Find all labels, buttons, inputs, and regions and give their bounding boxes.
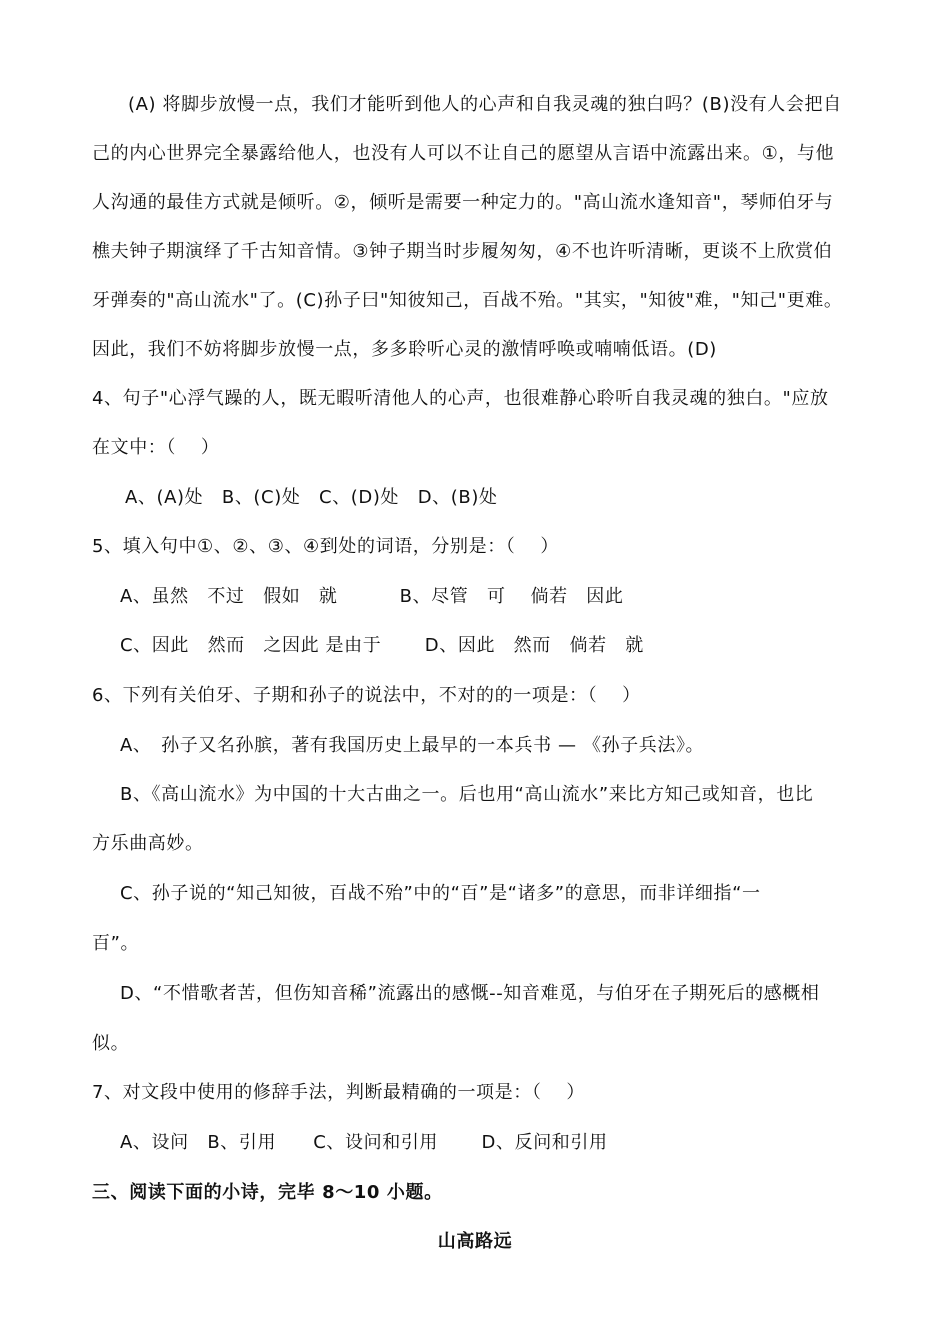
passage-line-3: 人沟通的最佳方式就是倾听。②，倾听是需要一种定力的。"高山流水逢知音"，琴师伯牙与: [92, 192, 834, 213]
question-6-option-b-continued: 方乐曲高妙。: [92, 833, 204, 854]
question-5-options-row-1: A、虽然 不过 假如 就 B、尽管 可 倘若 因此: [120, 586, 624, 607]
question-6-option-d-continued: 似。: [92, 1033, 130, 1054]
question-5-options-row-2: C、因此 然而 之因此 是由于 D、因此 然而 倘若 就: [120, 635, 644, 656]
question-4-stem-continued: 在文中：（ ）: [92, 437, 220, 458]
question-6-option-a: A、 孙子又名孙膑，著有我国历史上最早的一本兵书 — 《孙子兵法》。: [120, 735, 705, 756]
question-6-option-c-continued: 百”。: [92, 933, 140, 954]
poem-title: 山高路远: [437, 1231, 513, 1252]
passage-line-6: 因此，我们不妨将脚步放慢一点，多多聆听心灵的激情呼唤或喃喃低语。(D): [92, 339, 717, 360]
passage-line-1: (A) 将脚步放慢一点，我们才能听到他人的心声和自我灵魂的独白吗？(B)没有人会把自: [128, 94, 842, 115]
question-6-option-b: B、《高山流水》为中国的十大古曲之一。后也用“高山流水”来比方知己或知音，也比: [120, 784, 814, 805]
question-5-stem: 5、填入句中①、②、③、④到处的词语，分别是：（ ）: [92, 536, 559, 557]
question-4-stem: 4、句子"心浮气躁的人，既无暇听清他人的心声，也很难静心聆听自我灵魂的独白。"应放: [92, 388, 829, 409]
section-3-heading: 三、阅读下面的小诗，完毕 8～10 小题。: [92, 1182, 443, 1203]
passage-line-5: 牙弹奏的"高山流水"了。(C)孙子曰"知彼知己，百战不殆。"其实，"知彼"难，"知己"更难。: [92, 290, 843, 311]
question-6-option-c: C、孙子说的“知己知彼，百战不殆”中的“百”是“诸多”的意思，而非详细指“一: [120, 883, 761, 904]
question-6-option-d: D、“不惜歌者苦，但伤知音稀”流露出的感慨--知音难觅，与伯牙在子期死后的感概相: [120, 983, 820, 1004]
question-7-stem: 7、对文段中使用的修辞手法，判断最精确的一项是：（ ）: [92, 1082, 585, 1103]
passage-line-2: 己的内心世界完全暴露给他人，也没有人可以不让自己的愿望从言语中流露出来。①，与他: [92, 143, 835, 164]
question-4-options: A、(A)处 B、(C)处 C、(D)处 D、(B)处: [125, 487, 498, 508]
passage-line-4: 樵夫钟子期演绎了千古知音情。③钟子期当时步履匆匆，④不也许听清晰，更谈不上欣赏伯: [92, 241, 833, 262]
question-7-options: A、设问 B、引用 C、设问和引用 D、反问和引用: [120, 1132, 608, 1153]
question-6-stem: 6、下列有关伯牙、子期和孙子的说法中，不对的的一项是：（ ）: [92, 685, 641, 706]
